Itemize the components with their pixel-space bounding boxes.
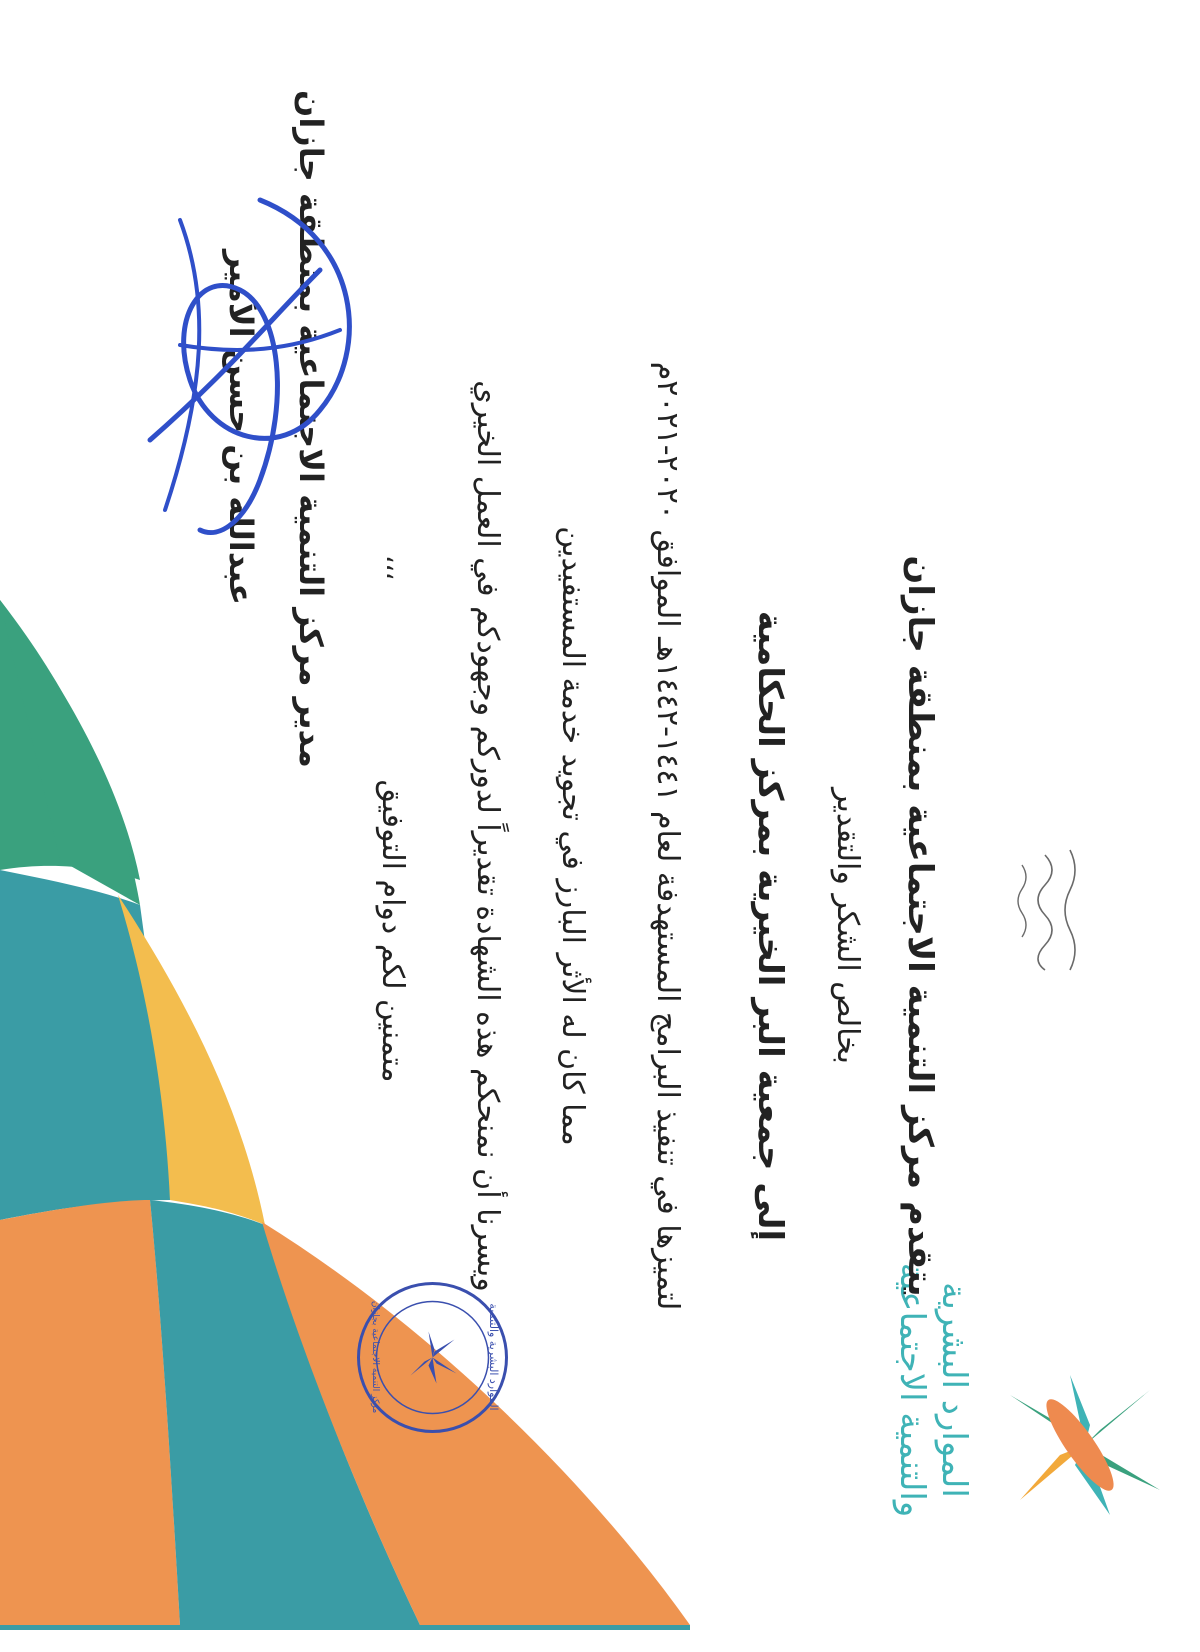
wishes-dots: ،،،	[380, 555, 410, 581]
handwritten-signature	[120, 180, 380, 560]
recipient-line: إلى جمعية البر الخيرية بمركز الحكامية	[750, 610, 790, 1242]
signatory-name: عبدالله بن حسن الأمير	[222, 250, 260, 606]
seal-ministry-text: الموارد البشرية والتنمية	[487, 1303, 500, 1411]
body-line-2: مما كان له الأثر البارز في تجويد خدمة المستفيدين	[555, 526, 590, 1146]
signatory-title: مدير مركز التنمية الاجتماعية بمنطقة جازان	[292, 90, 330, 768]
ministry-name-line-2: والتنمية الاجتماعية	[892, 1262, 932, 1518]
handwritten-reference-stamp	[1005, 840, 1090, 980]
ministry-name-line-1: الموارد البشرية	[934, 1282, 974, 1498]
certificate-header: يتقدم مركز التنمية الاجتماعية بمنطقة جازان	[900, 555, 940, 1297]
seal-logo-icon	[409, 1332, 457, 1384]
body-line-3: ويسرنا أن نمنحكم هذه الشهادة تقديراً لدوركم وجهودكم في العمل الخيري	[470, 380, 505, 1292]
body-line-1: لتميزها في تنفيذ البرامج المستهدفة لعام ١٤٤١-١٤٤٢هـ الموافق ٢٠٢٠-٢٠٢١م	[650, 361, 685, 1311]
wishes-line: متمنين لكم دوام التوفيق	[375, 779, 410, 1083]
ministry-logo-icon	[1000, 1370, 1170, 1520]
seal-unit-text: مركز التنمية الاجتماعية بجازان	[370, 1300, 380, 1414]
thanks-line: بخالص الشكر والتقدير	[830, 787, 865, 1065]
